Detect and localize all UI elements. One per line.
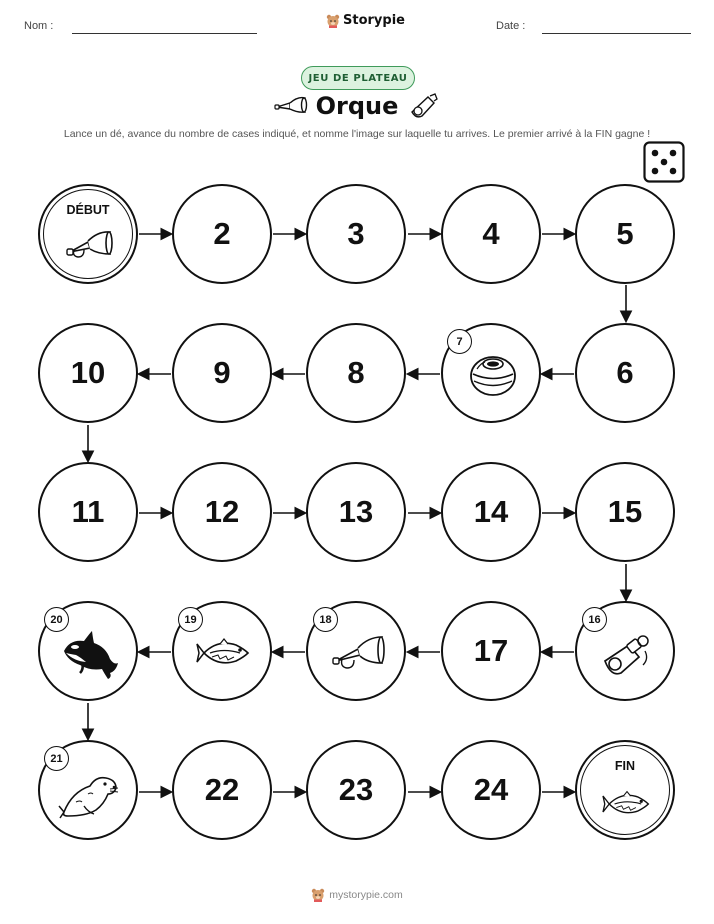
board-cell: 14: [441, 462, 541, 562]
board-cell: 12: [172, 462, 272, 562]
game-type-badge: JEU DE PLATEAU: [301, 66, 415, 90]
brand-name: Storypie: [343, 13, 405, 28]
start-cell: [38, 184, 138, 284]
cell-number-badge: 19: [178, 607, 203, 632]
bear-logo-icon: [311, 888, 325, 902]
cell-number-badge: 16: [582, 607, 607, 632]
board-cell: 8: [306, 323, 406, 423]
board-cell: 11: [38, 462, 138, 562]
footer: [0, 888, 714, 902]
board-cell: 9: [172, 323, 272, 423]
board-cell: 2: [172, 184, 272, 284]
footer-url[interactable]: mystorypie.com: [329, 889, 403, 901]
cell-number-badge: 7: [447, 329, 472, 354]
date-label: Date :: [496, 20, 526, 32]
name-label: Nom :: [24, 20, 54, 32]
trumpet-icon: [66, 228, 114, 260]
whistle-icon: [601, 631, 653, 679]
board-cell: 6: [575, 323, 675, 423]
board-cell: 22: [172, 740, 272, 840]
board-cell: 13: [306, 462, 406, 562]
cell-number-badge: 21: [44, 746, 69, 771]
finish-label: FIN: [614, 759, 636, 773]
board-cell: 10: [38, 323, 138, 423]
instructions: Lance un dé, avance du nombre de cases indiqué, et nomme l'image sur laquelle tu arrives. Le premier arrivé à la FIN gagne !: [63, 128, 651, 140]
finish-cell: [575, 740, 675, 840]
cell-number-badge: 20: [44, 607, 69, 632]
board-cell: 3: [306, 184, 406, 284]
trumpet-icon: [332, 631, 386, 673]
cell-number-badge: 18: [313, 607, 338, 632]
fish-icon: [602, 788, 652, 820]
page-title: Orque: [315, 92, 399, 120]
orca-icon: [60, 629, 120, 681]
bead-icon: [467, 351, 519, 399]
board-cell: 4: [441, 184, 541, 284]
start-label: DÉBUT: [66, 203, 110, 217]
fish-icon: [196, 635, 252, 671]
board-cell: 15: [575, 462, 675, 562]
board-cell: 24: [441, 740, 541, 840]
seal-icon: [58, 772, 122, 820]
board-cell: 17: [441, 601, 541, 701]
board-cell: 23: [306, 740, 406, 840]
board-cell: 5: [575, 184, 675, 284]
